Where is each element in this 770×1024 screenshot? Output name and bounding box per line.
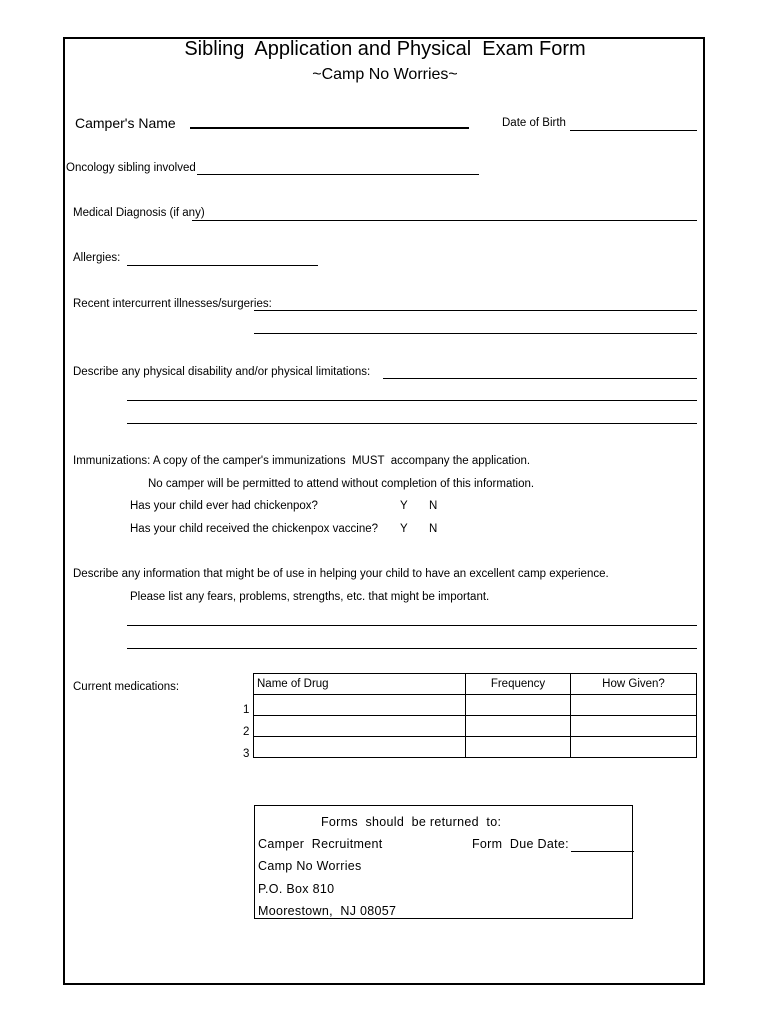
allergies-line xyxy=(127,265,318,266)
experience-input-1[interactable] xyxy=(129,609,695,625)
physical-disability-label: Describe any physical disability and/or physical limitations: xyxy=(73,366,371,378)
physical-disability-input-2[interactable] xyxy=(129,384,695,400)
form-subtitle: ~Camp No Worries~ xyxy=(312,66,458,83)
campers-name-line xyxy=(190,127,469,129)
return-line-camp: Camp No Worries xyxy=(258,859,362,873)
experience-input-2[interactable] xyxy=(129,632,695,648)
table-row xyxy=(254,737,697,758)
table-row xyxy=(254,695,697,716)
physical-disability-input-3[interactable] xyxy=(129,407,695,423)
experience-subprompt: Please list any fears, problems, strengths, etc. that might be important. xyxy=(130,591,490,603)
allergies-label: Allergies: xyxy=(73,252,121,264)
experience-prompt: Describe any information that might be of use in helping your child to have an excellent camp experience. xyxy=(73,568,609,580)
recent-illnesses-line-1 xyxy=(254,310,697,311)
table-header-row xyxy=(254,674,697,695)
medications-table xyxy=(253,673,697,758)
medical-diagnosis-line xyxy=(192,220,697,221)
med-row-number: 3 xyxy=(243,748,250,760)
frequency-cell[interactable] xyxy=(466,695,571,716)
column-header-frequency: Frequency xyxy=(466,674,571,695)
drug-name-cell[interactable] xyxy=(254,716,466,737)
campers-name-input[interactable] xyxy=(192,111,467,127)
med-row-number: 1 xyxy=(243,704,250,716)
recent-illnesses-input-1[interactable] xyxy=(272,294,695,310)
return-line-recruitment: Camper Recruitment xyxy=(258,837,383,851)
physical-disability-line-2 xyxy=(127,400,697,401)
immunizations-notice: Immunizations: A copy of the camper's immunizations MUST accompany the application. xyxy=(73,455,531,467)
recent-illnesses-line-2 xyxy=(254,333,697,334)
return-address-box xyxy=(254,805,633,919)
chickenpox-question: Has your child ever had chickenpox? xyxy=(130,500,318,512)
column-header-drug-name: Name of Drug xyxy=(254,674,466,695)
immunizations-requirement: No camper will be permitted to attend without completion of this information. xyxy=(148,478,535,490)
frequency-cell[interactable] xyxy=(466,716,571,737)
experience-line-1 xyxy=(127,625,697,626)
chickenpox-no-option[interactable]: N xyxy=(429,500,438,512)
oncology-sibling-label: Oncology sibling involved xyxy=(66,162,196,174)
return-line-po-box: P.O. Box 810 xyxy=(258,882,335,896)
med-row-number: 2 xyxy=(243,726,250,738)
campers-name-label: Camper's Name xyxy=(75,115,176,131)
table-row xyxy=(254,716,697,737)
medical-diagnosis-label: Medical Diagnosis (if any) xyxy=(73,207,205,219)
vaccine-yes-option[interactable]: Y xyxy=(400,523,408,535)
drug-name-cell[interactable] xyxy=(254,695,466,716)
date-of-birth-line xyxy=(570,130,697,131)
recent-illnesses-label: Recent intercurrent illnesses/surgeries: xyxy=(73,298,272,310)
drug-name-cell[interactable] xyxy=(254,737,466,758)
experience-line-2 xyxy=(127,648,697,649)
vaccine-no-option[interactable]: N xyxy=(429,523,438,535)
return-line-city: Moorestown, NJ 08057 xyxy=(258,904,397,918)
form-due-date-label: Form Due Date: xyxy=(472,837,569,851)
allergies-input[interactable] xyxy=(129,249,316,265)
recent-illnesses-input-2[interactable] xyxy=(256,317,695,333)
physical-disability-line-1 xyxy=(383,378,697,379)
form-title: Sibling Application and Physical Exam Form xyxy=(184,38,586,60)
physical-disability-line-3 xyxy=(127,423,697,424)
date-of-birth-label: Date of Birth xyxy=(502,117,566,129)
return-heading: Forms should be returned to: xyxy=(321,815,502,829)
date-of-birth-input[interactable] xyxy=(572,114,695,130)
how-given-cell[interactable] xyxy=(571,737,697,758)
form-due-date-line xyxy=(571,851,634,852)
medical-diagnosis-input[interactable] xyxy=(205,204,695,220)
oncology-sibling-line xyxy=(197,174,479,175)
chickenpox-yes-option[interactable]: Y xyxy=(400,500,408,512)
current-medications-label: Current medications: xyxy=(73,681,180,693)
how-given-cell[interactable] xyxy=(571,716,697,737)
how-given-cell[interactable] xyxy=(571,695,697,716)
oncology-sibling-input[interactable] xyxy=(199,158,477,174)
physical-disability-input-1[interactable] xyxy=(385,362,695,378)
vaccine-question: Has your child received the chickenpox vaccine? xyxy=(130,523,379,535)
column-header-how-given: How Given? xyxy=(571,674,697,695)
frequency-cell[interactable] xyxy=(466,737,571,758)
